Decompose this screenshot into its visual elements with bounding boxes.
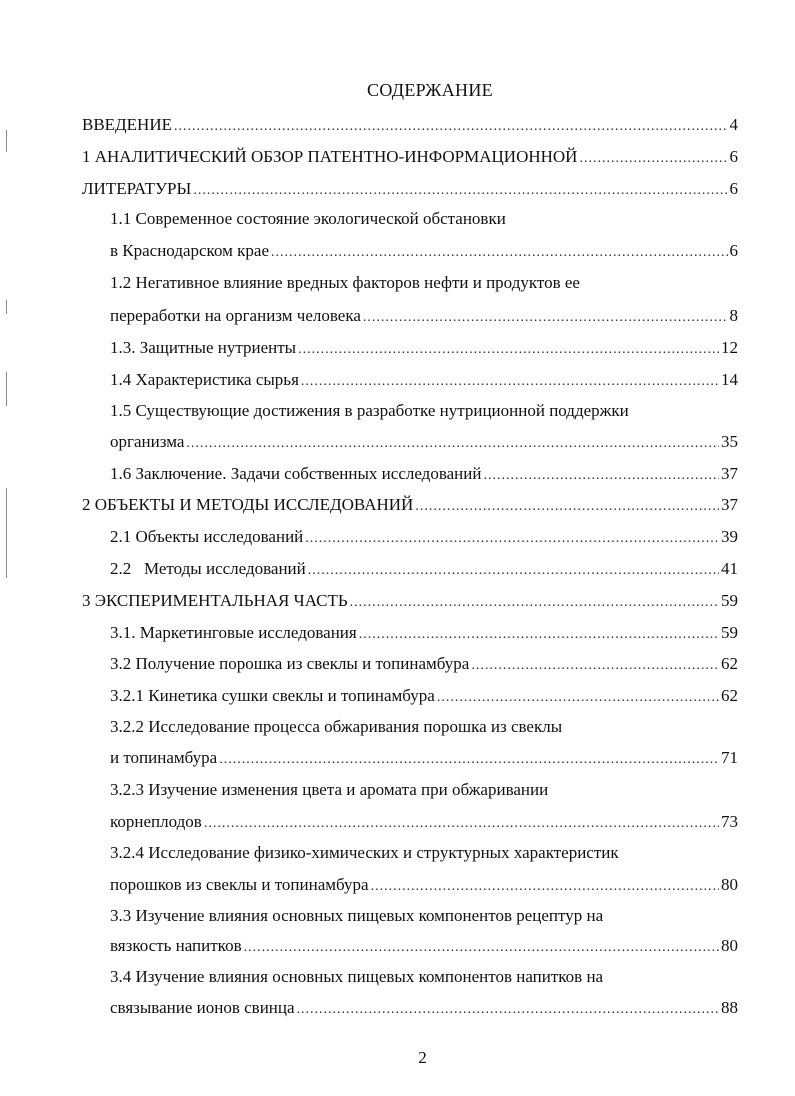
toc-entry-1-2	[110, 272, 738, 294]
toc-leader-dots	[579, 148, 727, 170]
toc-leader-dots	[363, 307, 728, 329]
toc-entry-page: 6	[729, 179, 738, 198]
toc-entry-title: 2 ОБЪЕКТЫ И МЕТОДЫ ИССЛЕДОВАНИЙ	[82, 495, 414, 514]
toc-entry-title: ЛИТЕРАТУРЫ	[82, 179, 192, 198]
toc-entry-title: 3.1. Маркетинговые исследования	[110, 623, 357, 642]
toc-entry-1-5	[110, 400, 738, 422]
toc-entry-page: 62	[721, 686, 738, 705]
toc-entry-title: 3.2.1 Кинетика сушки свеклы и топинамбура	[110, 686, 435, 705]
toc-entry-3-2-2	[110, 716, 738, 738]
scan-artifact	[6, 488, 7, 578]
toc-leader-dots	[186, 433, 719, 455]
toc-entry-3-3	[110, 905, 738, 927]
toc-leader-dots	[301, 371, 719, 393]
toc-entry-1-5-cont	[110, 431, 738, 455]
toc-entry-page: 80	[721, 936, 738, 955]
toc-entry-page: 35	[721, 432, 738, 451]
toc-entry-1-1	[110, 208, 738, 230]
toc-entry-title: 3.2.2 Исследование процесса обжаривания порошка из свеклы	[110, 717, 563, 736]
toc-entry-title: 3.3 Изучение влияния основных пищевых компонентов рецептур на	[110, 906, 604, 925]
toc-entry-title: 2.2 Методы исследований	[110, 559, 306, 578]
toc-entry-page: 37	[721, 495, 738, 514]
toc-entry-page: 59	[721, 623, 738, 642]
toc-entry-chapter-1	[82, 146, 738, 170]
toc-entry-title: организма	[110, 432, 185, 451]
toc-entry-page: 80	[721, 875, 738, 894]
toc-entry-title: и топинамбура	[110, 748, 218, 767]
toc-entry-page: 71	[721, 748, 738, 767]
toc-entry-3-2-2-cont	[110, 747, 738, 771]
toc-leader-dots	[359, 624, 719, 646]
toc-entry-page: 12	[721, 338, 738, 357]
toc-entry-page: 88	[721, 998, 738, 1017]
toc-entry-3-4	[110, 966, 738, 988]
toc-entry-1-1-cont	[110, 240, 738, 264]
toc-leader-dots	[437, 687, 719, 709]
toc-entry-3-2-3	[110, 779, 738, 801]
toc-entry-page: 4	[729, 115, 738, 134]
toc-leader-dots	[297, 999, 719, 1021]
toc-leader-dots	[204, 813, 719, 835]
toc-leader-dots	[308, 560, 719, 582]
toc-entry-1-4	[110, 369, 738, 393]
toc-entry-page: 73	[721, 812, 738, 831]
scan-artifact	[6, 300, 7, 314]
toc-entry-title: 1.4 Характеристика сырья	[110, 370, 299, 389]
toc-entry-title: 1.5 Существующие достижения в разработке нутриционной поддержки	[110, 401, 629, 420]
toc-entry-title: ВВЕДЕНИЕ	[82, 115, 172, 134]
toc-entry-1-6	[110, 463, 738, 487]
toc-entry-chapter-3	[82, 590, 738, 614]
toc-entry-title: 1.2 Негативное влияние вредных факторов нефти и продуктов ее	[110, 273, 580, 292]
toc-entry-3-4-cont	[110, 997, 738, 1021]
toc-entry-title: 1 АНАЛИТИЧЕСКИЙ ОБЗОР ПАТЕНТНО-ИНФОРМАЦИОННОЙ	[82, 147, 578, 166]
toc-entry-title: вязкость напитков	[110, 936, 242, 955]
toc-leader-dots	[244, 937, 719, 959]
toc-entry-page: 39	[721, 527, 738, 546]
toc-entry-title: переработки на организм человека	[110, 306, 361, 325]
toc-entry-page: 8	[729, 306, 738, 325]
toc-leader-dots	[193, 180, 727, 202]
toc-entry-title: 3.2.3 Изучение изменения цвета и аромата при обжаривании	[110, 780, 549, 799]
toc-leader-dots	[219, 749, 719, 771]
toc-leader-dots	[415, 496, 719, 518]
toc-entry-3-3-cont	[110, 935, 738, 959]
toc-entry-title: 1.6 Заключение. Задачи собственных исследований	[110, 464, 482, 483]
toc-entry-2-1	[110, 526, 738, 550]
toc-entry-page: 14	[721, 370, 738, 389]
toc-entry-page: 62	[721, 654, 738, 673]
scan-artifact	[6, 372, 7, 406]
toc-leader-dots	[305, 528, 719, 550]
toc-entry-3-2-3-cont	[110, 811, 738, 835]
toc-entry-3-1	[110, 622, 738, 646]
toc-entry-title: 3.2.4 Исследование физико-химических и структурных характеристик	[110, 843, 619, 862]
toc-leader-dots	[271, 242, 728, 264]
toc-entry-title: связывание ионов свинца	[110, 998, 295, 1017]
toc-entry-page: 37	[721, 464, 738, 483]
toc-entry-page: 59	[721, 591, 738, 610]
toc-entry-page: 6	[729, 147, 738, 166]
toc-entry-chapter-2	[82, 494, 738, 518]
toc-entry-title: корнеплодов	[110, 812, 202, 831]
toc-entry-title: порошков из свеклы и топинамбура	[110, 875, 369, 894]
toc-entry-3-2-4	[110, 842, 738, 864]
toc-entry-page: 41	[721, 559, 738, 578]
toc-entry-introduction	[82, 114, 738, 138]
toc-leader-dots	[471, 655, 719, 677]
toc-entry-3-2-4-cont	[110, 874, 738, 898]
toc-entry-page: 6	[729, 241, 738, 260]
toc-entry-title: в Краснодарском крае	[110, 241, 269, 260]
toc-leader-dots	[174, 116, 728, 138]
toc-entry-chapter-1-cont	[82, 178, 738, 202]
page-number: 2	[418, 1048, 427, 1067]
toc-entry-title: 3 ЭКСПЕРИМЕНТАЛЬНАЯ ЧАСТЬ	[82, 591, 348, 610]
toc-entry-1-3	[110, 337, 738, 361]
toc-entry-title: 2.1 Объекты исследований	[110, 527, 304, 546]
toc-entry-title: 1.1 Современное состояние экологической обстановки	[110, 209, 506, 228]
toc-entry-3-2-1	[110, 685, 738, 709]
toc-entry-title: 1.3. Защитные нутриенты	[110, 338, 297, 357]
toc-entry-1-2-cont	[110, 305, 738, 329]
toc-leader-dots	[371, 876, 719, 898]
toc-leader-dots	[483, 465, 719, 487]
toc-entry-2-2	[110, 558, 738, 582]
toc-entry-title: 3.4 Изучение влияния основных пищевых компонентов напитков на	[110, 967, 604, 986]
toc-leader-dots	[350, 592, 719, 614]
page-title: СОДЕРЖАНИЕ	[367, 80, 493, 100]
scan-artifact	[6, 130, 7, 152]
toc-leader-dots	[298, 339, 719, 361]
toc-entry-3-2	[110, 653, 738, 677]
toc-entry-title: 3.2 Получение порошка из свеклы и топинамбура	[110, 654, 470, 673]
